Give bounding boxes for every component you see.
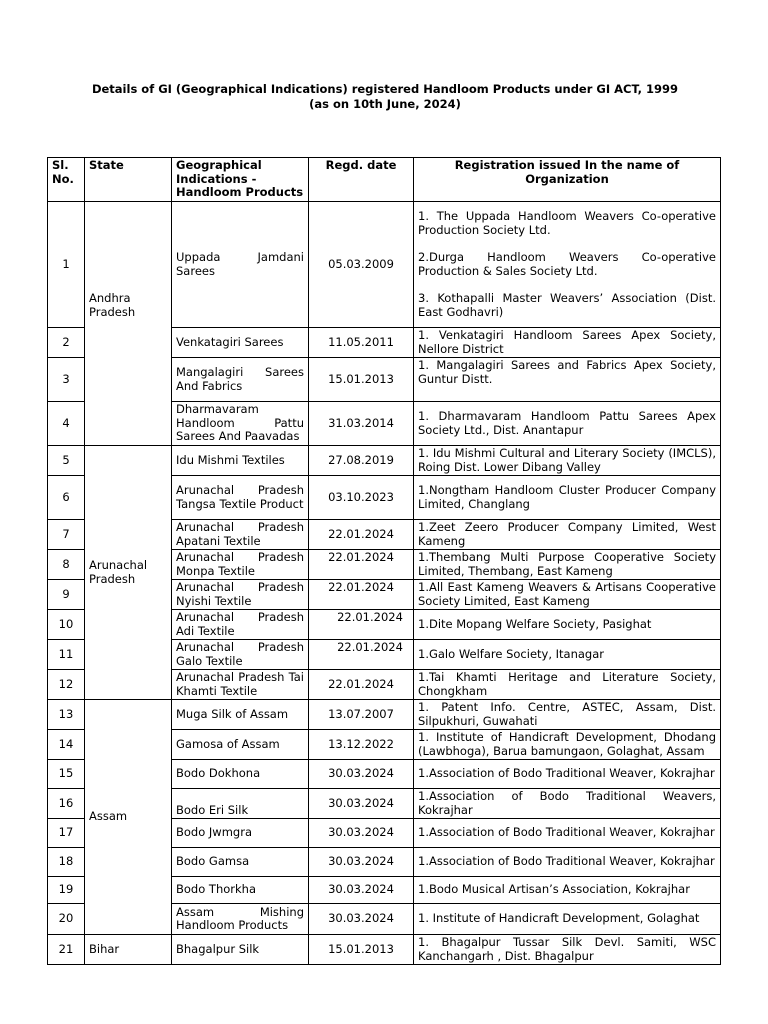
gi-product: Arunachal Pradesh Galo Textile: [172, 640, 309, 670]
organization: 1.Zeet Zeero Producer Company Limited, West Kameng: [414, 520, 721, 550]
organization: 1.Tai Khamti Heritage and Literature Society, Chongkham: [414, 670, 721, 700]
gi-product: Mangalagiri Sarees And Fabrics: [172, 358, 309, 402]
header-sl-no: Sl. No.: [48, 158, 85, 202]
regd-date: 30.03.2024: [309, 789, 414, 819]
row-number: 15: [48, 760, 85, 789]
regd-date: 03.10.2023: [309, 476, 414, 520]
organization: 1.Nongtham Handloom Cluster Producer Company Limited, Changlang: [414, 476, 721, 520]
organization: 1.Association of Bodo Traditional Weavers, Kokrajhar: [414, 789, 721, 819]
organization: 1.Thembang Multi Purpose Cooperative Society Limited, Thembang, East Kameng: [414, 550, 721, 580]
regd-date: 31.03.2014: [309, 402, 414, 446]
gi-product: Uppada Jamdani Sarees: [172, 202, 309, 328]
gi-product: Dharmavaram Handloom Pattu Sarees And Paavadas: [172, 402, 309, 446]
gi-product: Arunachal Pradesh Tai Khamti Textile: [172, 670, 309, 700]
regd-date: 30.03.2024: [309, 848, 414, 877]
gi-product: Bodo Eri Silk: [172, 789, 309, 819]
gi-product: Arunachal Pradesh Monpa Textile: [172, 550, 309, 580]
row-number: 19: [48, 877, 85, 904]
regd-date: 30.03.2024: [309, 877, 414, 904]
organization: 1. Institute of Handicraft Development, Dhodang (Lawbhoga), Barua bamungaon, Golaghat, Assam: [414, 730, 721, 760]
gi-product: Arunachal Pradesh Apatani Textile: [172, 520, 309, 550]
organization: 1. Venkatagiri Handloom Sarees Apex Society, Nellore District: [414, 328, 721, 358]
document-title: [60, 82, 710, 112]
title-line-2: (as on 10th June, 2024): [309, 97, 461, 111]
regd-date: 22.01.2024: [309, 670, 414, 700]
regd-date: 13.07.2007: [309, 700, 414, 730]
organization: 1.Bodo Musical Artisan’s Association, Kokrajhar: [414, 877, 721, 904]
row-number: 9: [48, 580, 85, 610]
regd-date: 05.03.2009: [309, 202, 414, 328]
regd-date: 22.01.2024: [309, 640, 414, 670]
regd-date: 11.05.2011: [309, 328, 414, 358]
regd-date: 22.01.2024: [309, 520, 414, 550]
gi-product: Assam Mishing Handloom Products: [172, 904, 309, 935]
state-cell: Andhra Pradesh: [85, 202, 172, 446]
gi-product: Bhagalpur Silk: [172, 935, 309, 965]
gi-products-table: [47, 157, 721, 965]
organization-entry: 1. The Uppada Handloom Weavers Co-operative Production Society Ltd.: [418, 209, 716, 237]
row-number: 13: [48, 700, 85, 730]
organization: 1. Mangalagiri Sarees and Fabrics Apex Society, Guntur Distt.: [414, 358, 721, 402]
organization: 1.All East Kameng Weavers & Artisans Cooperative Society Limited, East Kameng: [414, 580, 721, 610]
state-cell: Assam: [85, 700, 172, 935]
organization: 1. Idu Mishmi Cultural and Literary Society (IMCLS), Roing Dist. Lower Dibang Valley: [414, 446, 721, 476]
organization: 1. Patent Info. Centre, ASTEC, Assam, Dist. Silpukhuri, Guwahati: [414, 700, 721, 730]
organization-entry: 3. Kothapalli Master Weavers’ Association (Dist. East Godhavri): [418, 291, 716, 319]
organization: 1. Institute of Handicraft Development, Golaghat: [414, 904, 721, 935]
row-number: 14: [48, 730, 85, 760]
row-number: 2: [48, 328, 85, 358]
header-state: State: [85, 158, 172, 202]
row-number: 16: [48, 789, 85, 819]
table-row: [48, 700, 721, 730]
row-number: 21: [48, 935, 85, 965]
row-number: 4: [48, 402, 85, 446]
row-number: 8: [48, 550, 85, 580]
gi-product: Gamosa of Assam: [172, 730, 309, 760]
row-number: 7: [48, 520, 85, 550]
regd-date: 15.01.2013: [309, 358, 414, 402]
row-number: 18: [48, 848, 85, 877]
title-line-1: Details of GI (Geographical Indications) registered Handloom Products under GI ACT, 1999: [91, 82, 679, 96]
organization: 1.Dite Mopang Welfare Society, Pasighat: [414, 610, 721, 640]
row-number: 20: [48, 904, 85, 935]
organization-cell: [414, 202, 721, 328]
gi-product: Bodo Jwmgra: [172, 819, 309, 848]
regd-date: 15.01.2013: [309, 935, 414, 965]
row-number: 3: [48, 358, 85, 402]
regd-date: 27.08.2019: [309, 446, 414, 476]
gi-product: Venkatagiri Sarees: [172, 328, 309, 358]
row-number: 1: [48, 202, 85, 328]
gi-product: Bodo Dokhona: [172, 760, 309, 789]
regd-date: 22.01.2024: [309, 550, 414, 580]
gi-product: Muga Silk of Assam: [172, 700, 309, 730]
table-row: [48, 935, 721, 965]
table-header-row: [48, 158, 721, 202]
state-cell: Arunachal Pradesh: [85, 446, 172, 700]
regd-date: 13.12.2022: [309, 730, 414, 760]
row-number: 12: [48, 670, 85, 700]
organization: 1. Dharmavaram Handloom Pattu Sarees Apex Society Ltd., Dist. Anantapur: [414, 402, 721, 446]
header-organization: Registration issued In the name of Organization: [414, 158, 721, 202]
row-number: 11: [48, 640, 85, 670]
regd-date: 30.03.2024: [309, 760, 414, 789]
header-regd-date: Regd. date: [309, 158, 414, 202]
gi-product: Arunachal Pradesh Nyishi Textile: [172, 580, 309, 610]
row-number: 6: [48, 476, 85, 520]
organization-entry: 2.Durga Handloom Weavers Co-operative Production & Sales Society Ltd.: [418, 250, 716, 278]
gi-product: Idu Mishmi Textiles: [172, 446, 309, 476]
regd-date: 22.01.2024: [309, 610, 414, 640]
row-number: 17: [48, 819, 85, 848]
organization: 1.Association of Bodo Traditional Weaver, Kokrajhar: [414, 760, 721, 789]
state-cell: Bihar: [85, 935, 172, 965]
organization: 1.Galo Welfare Society, Itanagar: [414, 640, 721, 670]
regd-date: 30.03.2024: [309, 904, 414, 935]
gi-product: Arunachal Pradesh Tangsa Textile Product: [172, 476, 309, 520]
gi-product: Bodo Thorkha: [172, 877, 309, 904]
row-number: 5: [48, 446, 85, 476]
regd-date: 30.03.2024: [309, 819, 414, 848]
organization: 1.Association of Bodo Traditional Weaver, Kokrajhar: [414, 848, 721, 877]
gi-product: Arunachal Pradesh Adi Textile: [172, 610, 309, 640]
organization: 1. Bhagalpur Tussar Silk Devl. Samiti, WSC Kanchangarh , Dist. Bhagalpur: [414, 935, 721, 965]
table-row: [48, 446, 721, 476]
regd-date: 22.01.2024: [309, 580, 414, 610]
header-gi-product: Geographical Indications - Handloom Products: [172, 158, 309, 202]
gi-product: Bodo Gamsa: [172, 848, 309, 877]
organization: 1.Association of Bodo Traditional Weaver, Kokrajhar: [414, 819, 721, 848]
row-number: 10: [48, 610, 85, 640]
table-row: [48, 202, 721, 328]
